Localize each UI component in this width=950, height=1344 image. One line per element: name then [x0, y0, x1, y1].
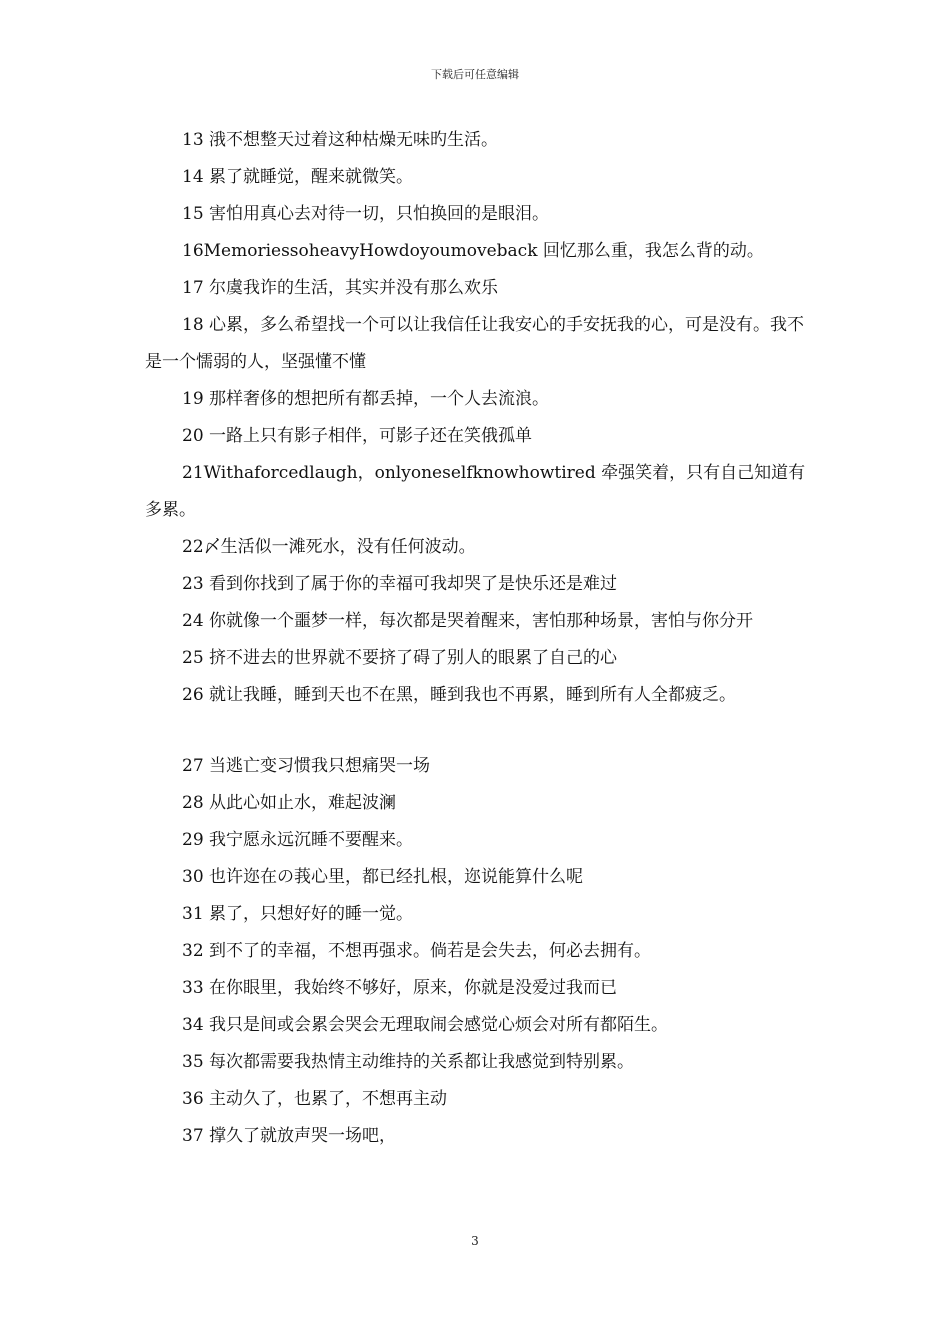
list-item: 22〆生活似一滩死水，没有任何波动。 [182, 537, 476, 557]
list-item: 23 看到你找到了属于你的幸福可我却哭了是快乐还是难过 [182, 574, 618, 594]
list-item: 28 从此心如止水，难起波澜 [182, 793, 397, 813]
list-item: 27 当逃亡变习惯我只想痛哭一场 [182, 756, 431, 776]
list-item: 36 主动久了，也累了，不想再主动 [182, 1089, 448, 1109]
list-item: 21Withaforcedlaugh，onlyoneselfknowhowtired 牵强笑着，只有自己知道有多累。 [145, 463, 806, 520]
list-item: 13 涐不想整天过着这种枯燥无味旳生活。 [182, 130, 499, 150]
list-item: 35 每次都需要我热情主动维持的关系都让我感觉到特别累。 [182, 1052, 635, 1072]
list-item: 24 你就像一个噩梦一样，每次都是哭着醒来，害怕那种场景，害怕与你分开 [182, 611, 754, 631]
list-item: 30 也许迩在の莪心里，都已经扎根，迩说能算什么呢 [182, 867, 584, 887]
list-item: 15 害怕用真心去对待一切，只怕换回的是眼泪。 [182, 204, 550, 224]
list-item: 25 挤不进去的世界就不要挤了碍了别人的眼累了自己的心 [182, 648, 618, 668]
list-item: 37 撑久了就放声哭一场吧， [182, 1126, 397, 1146]
document-body [145, 122, 813, 1155]
list-item: 32 到不了的幸福，不想再强求。倘若是会失去，何必去拥有。 [182, 941, 652, 961]
list-item: 14 累了就睡觉，醒来就微笑。 [182, 167, 414, 187]
list-item: 33 在你眼里，我始终不够好，原来，你就是没爱过我而已 [182, 978, 618, 998]
page-header: 下载后可任意编辑 [431, 68, 519, 81]
list-item: 29 我宁愿永远沉睡不要醒来。 [182, 830, 414, 850]
list-item: 20 一路上只有影子相伴，可影子还在笑俄孤单 [182, 426, 533, 446]
list-item: 31 累了，只想好好的睡一觉。 [182, 904, 414, 924]
page-number: 3 [471, 1234, 479, 1248]
list-item: 16MemoriessoheavyHowdoyoumoveback 回忆那么重，我怎么背的动。 [182, 241, 764, 261]
list-item: 17 尔虞我诈的生活，其实并没有那么欢乐 [182, 278, 499, 298]
list-item: 34 我只是间或会累会哭会无理取闹会感觉心烦会对所有都陌生。 [182, 1015, 669, 1035]
list-item: 19 那样奢侈的想把所有都丢掉，一个人去流浪。 [182, 389, 550, 409]
list-item: 18 心累，多么希望找一个可以让我信任让我安心的手安抚我的心，可是没有。我不是一个懦弱的人，坚强懂不懂 [145, 315, 805, 372]
list-item: 26 就让我睡，睡到天也不在黑，睡到我也不再累，睡到所有人全都疲乏。 [182, 685, 737, 705]
